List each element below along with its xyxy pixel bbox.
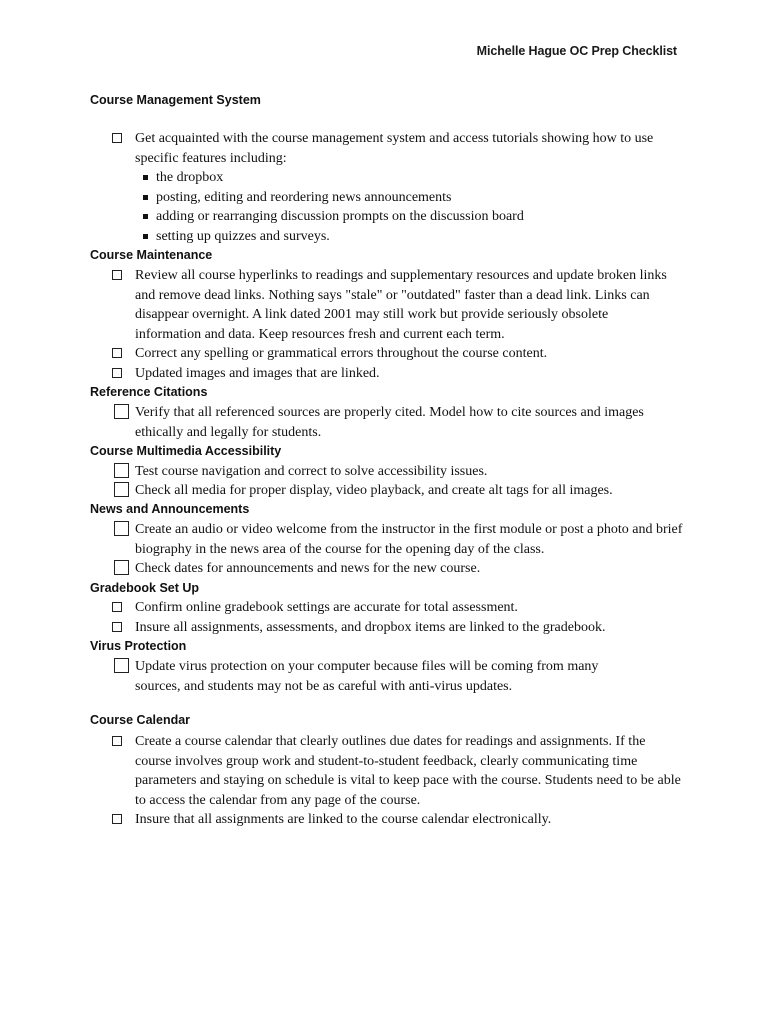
checkbox[interactable]	[114, 658, 129, 673]
checklist-item	[112, 481, 712, 501]
bullet-item-text: posting, editing and reordering news announcements	[156, 190, 452, 205]
checklist-item-text: Confirm online gradebook settings are accurate for total assessment.	[135, 600, 518, 615]
checkbox[interactable]	[112, 133, 122, 143]
bullet-icon	[143, 214, 148, 219]
section-heading-course-multimedia-accessibility: Course Multimedia Accessibility	[90, 444, 282, 458]
checklist-item-text: Updated images and images that are linked.	[135, 366, 380, 381]
bullet-icon	[143, 175, 148, 180]
checkbox[interactable]	[112, 368, 122, 378]
checkbox[interactable]	[112, 348, 122, 358]
checkbox[interactable]	[112, 622, 122, 632]
bullet-icon	[143, 195, 148, 200]
checklist-item-text: Correct any spelling or grammatical errors throughout the course content.	[135, 346, 548, 361]
checklist-item-text: Get acquainted with the course management system and access tutorials showing how to use specific features including:	[135, 131, 654, 166]
checklist-item	[112, 520, 692, 559]
checkbox[interactable]	[114, 521, 129, 536]
checklist-item-text: Test course navigation and correct to solve accessibility issues.	[135, 464, 488, 479]
bullet-item	[143, 227, 330, 247]
checklist-item	[112, 344, 692, 364]
section-heading-virus-protection: Virus Protection	[90, 639, 187, 653]
checklist-item-text: Check all media for proper display, video playback, and create alt tags for all images.	[135, 483, 613, 498]
checkbox[interactable]	[112, 814, 122, 824]
checklist-item-text: Update virus protection on your computer because files will be coming from many sources, and students may not be as careful with anti-virus updates.	[135, 659, 599, 694]
bullet-item	[143, 188, 451, 208]
checklist-item	[112, 462, 692, 482]
bullet-item-text: adding or rearranging discussion prompts on the discussion board	[156, 209, 524, 224]
bullet-icon	[143, 234, 148, 239]
checklist-item-text: Insure all assignments, assessments, and dropbox items are linked to the gradebook.	[135, 620, 606, 635]
checklist-item	[112, 403, 657, 442]
section-heading-course-calendar: Course Calendar	[90, 713, 191, 727]
checklist-item	[112, 810, 692, 830]
checkbox[interactable]	[112, 736, 122, 746]
checklist-item	[112, 129, 687, 168]
checklist-item	[112, 732, 682, 810]
bullet-item	[143, 168, 223, 188]
checkbox[interactable]	[112, 602, 122, 612]
checklist-item-text: Create a course calendar that clearly outlines due dates for readings and assignments. If the course involves group work and student-to-student feedback, clearly communicating time parameters and staying on schedule is vital to keep pace with the course. Students need to be able to access the calendar from any page of the course.	[135, 734, 681, 808]
section-heading-reference-citations: Reference Citations	[90, 385, 208, 399]
document-header: Michelle Hague OC Prep Checklist	[476, 44, 677, 58]
bullet-item-text: setting up quizzes and surveys.	[156, 229, 330, 244]
section-heading-gradebook-set-up: Gradebook Set Up	[90, 581, 200, 595]
checklist-item	[112, 598, 692, 618]
checkbox[interactable]	[114, 463, 129, 478]
checklist-item-text: Insure that all assignments are linked to the course calendar electronically.	[135, 812, 552, 827]
checklist-item-text: Create an audio or video welcome from the instructor in the first module or post a photo and brief biography in the news area of the course for the opening day of the class.	[135, 522, 683, 557]
checkbox[interactable]	[112, 270, 122, 280]
checklist-item	[112, 266, 667, 344]
checklist-item	[112, 618, 712, 638]
bullet-item	[143, 207, 524, 227]
checklist-item-text: Review all course hyperlinks to readings and supplementary resources and update broken links and remove dead links. Nothing says "stale" or "outdated" faster than a dead link. Links can disappear overnight. A link dated 2001 may still work but provide seriously obsolete information and data. Keep resources fresh and current each term.	[135, 268, 667, 342]
checkbox[interactable]	[114, 560, 129, 575]
section-heading-news-and-announcements: News and Announcements	[90, 502, 250, 516]
section-heading-course-maintenance: Course Maintenance	[90, 248, 213, 262]
checklist-item	[112, 559, 692, 579]
checkbox[interactable]	[114, 404, 129, 419]
checkbox[interactable]	[114, 482, 129, 497]
checklist-item-text: Verify that all referenced sources are properly cited. Model how to cite sources and images ethically and legally for students.	[135, 405, 644, 440]
checklist-item-text: Check dates for announcements and news for the new course.	[135, 561, 481, 576]
checklist-item	[112, 657, 647, 696]
section-heading-course-management-system: Course Management System	[90, 93, 261, 107]
bullet-item-text: the dropbox	[156, 170, 224, 185]
checklist-item	[112, 364, 692, 384]
